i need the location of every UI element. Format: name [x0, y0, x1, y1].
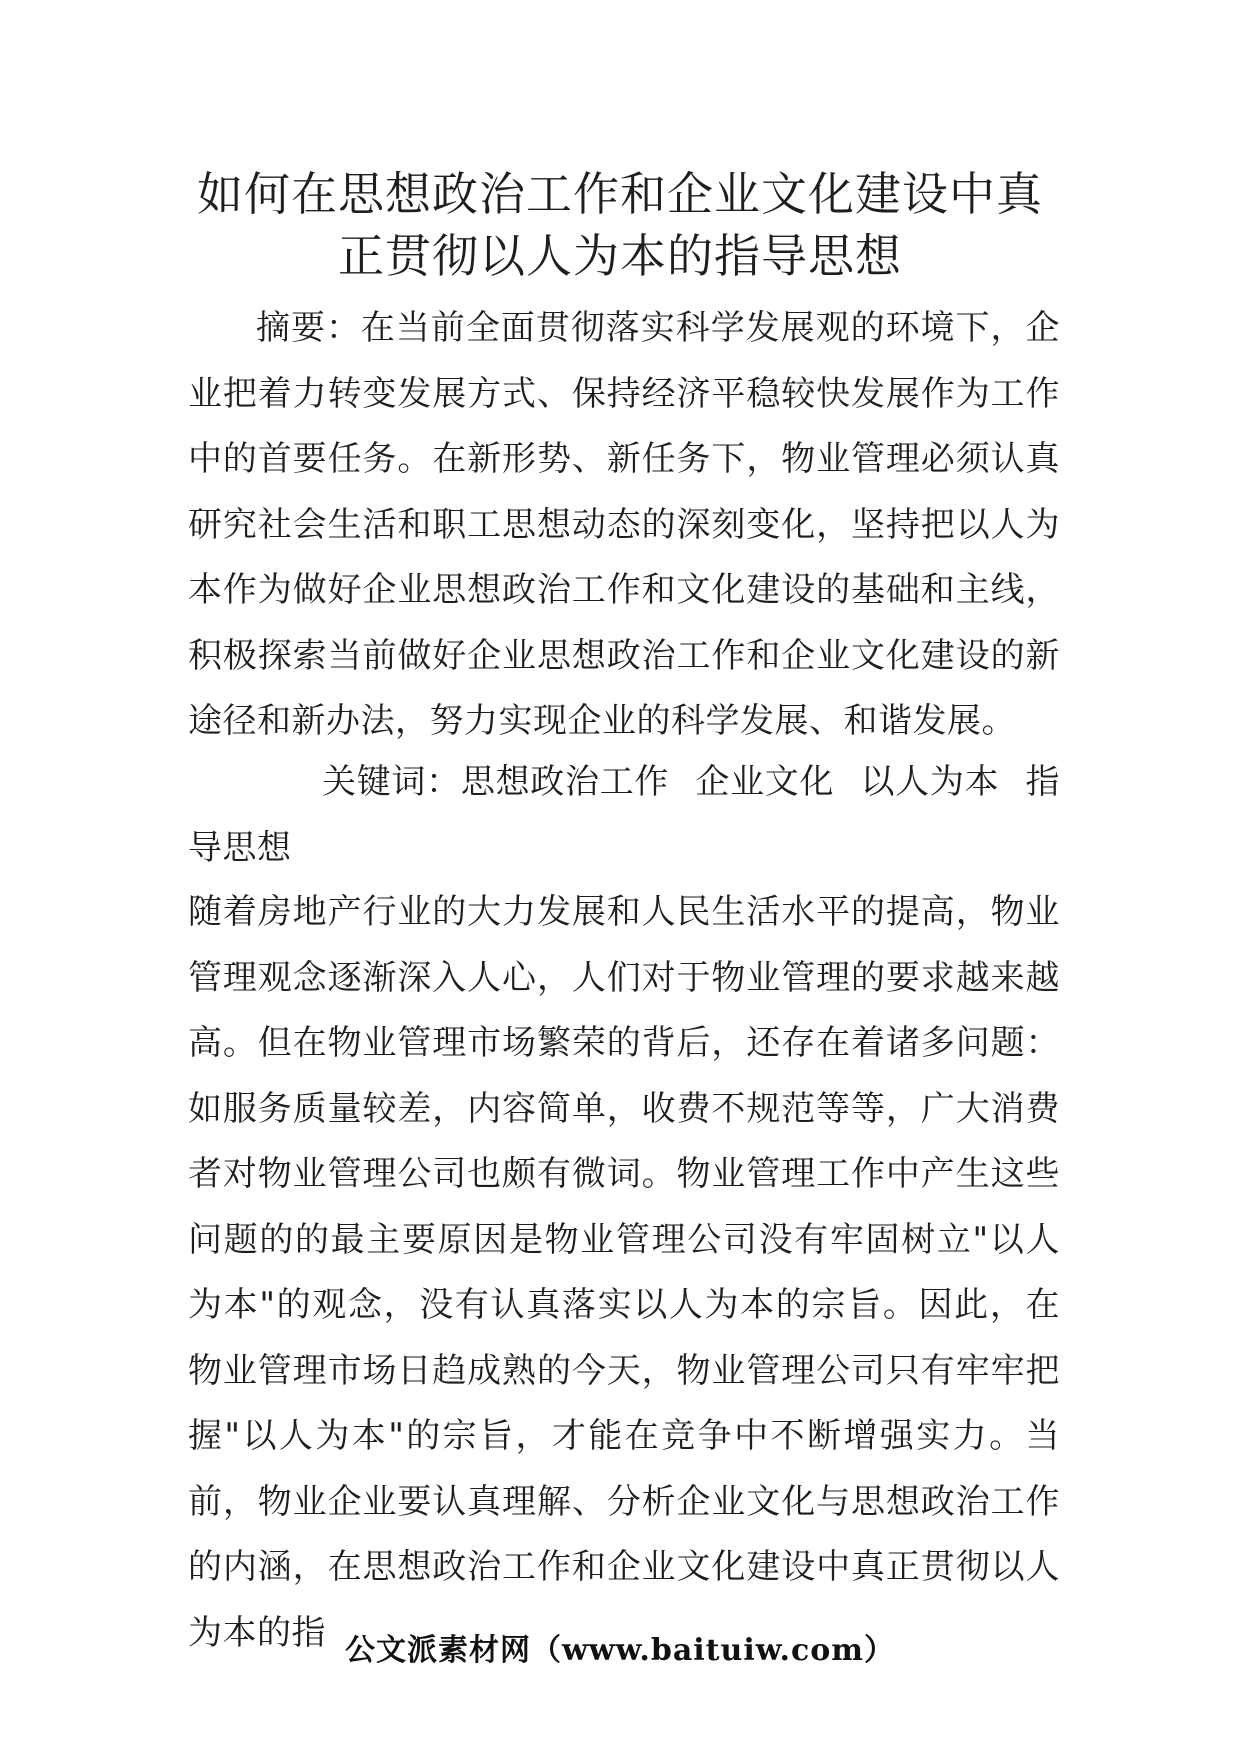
keywords-label: 关键词： — [322, 762, 461, 802]
keyword-item: 指导思想 — [188, 762, 1061, 868]
keyword-item: 以人为本 — [860, 762, 1000, 802]
title-line-1: 如何在思想政治工作和企业文化建设中真 — [197, 167, 1043, 221]
abstract-paragraph: 摘要：在当前全面贯彻落实科学发展观的环境下，企业把着力转变发展方式、保持经济平稳较快发展作为工作中的首要任务。在新形势、新任务下，物业管理必须认真研究社会生活和职工思想动态的深刻变化，坚持把以人为本作为做好企业思想政治工作和文化建设的基础和主线，积极探索当前做好企业思想政治工作和企业文化建设的新途径和新办法，努力实现企业的科学发展、和谐发展。 — [188, 308, 1060, 741]
keyword-item: 思想政治工作 — [460, 762, 670, 802]
footer-watermark: 公文派素材网（www.baituiw.com） — [344, 1633, 896, 1668]
body-paragraph: 随着房地产行业的大力发展和人民生活水平的提高，物业管理观念逐渐深入人心，人们对于物业管理的要求越来越高。但在物业管理市场繁荣的背后，还存在着诸多问题：如服务质量较差，内容简单，收费不规范等等，广大消费者对物业管理公司也颇有微词。物业管理工作中产生这些问题的的最主要原因是物业管理公司没有牢固树立"以人为本"的观念，没有认真落实以人为本的宗旨。因此，在物业管理市场日趋成熟的今天，物业管理公司只有牢牢把握"以人为本"的宗旨，才能在竞争中不断增强实力。当前，物业企业要认真理解、分析企业文化与思想政治工作的内涵，在思想政治工作和企业文化建设中真正贯彻以人为本的指 — [188, 892, 1060, 1653]
keyword-item: 企业文化 — [695, 762, 835, 802]
document-title — [160, 163, 1080, 287]
keywords-paragraph — [188, 750, 1060, 881]
title-line-2: 正贯彻以人为本的指导思想 — [338, 229, 902, 283]
